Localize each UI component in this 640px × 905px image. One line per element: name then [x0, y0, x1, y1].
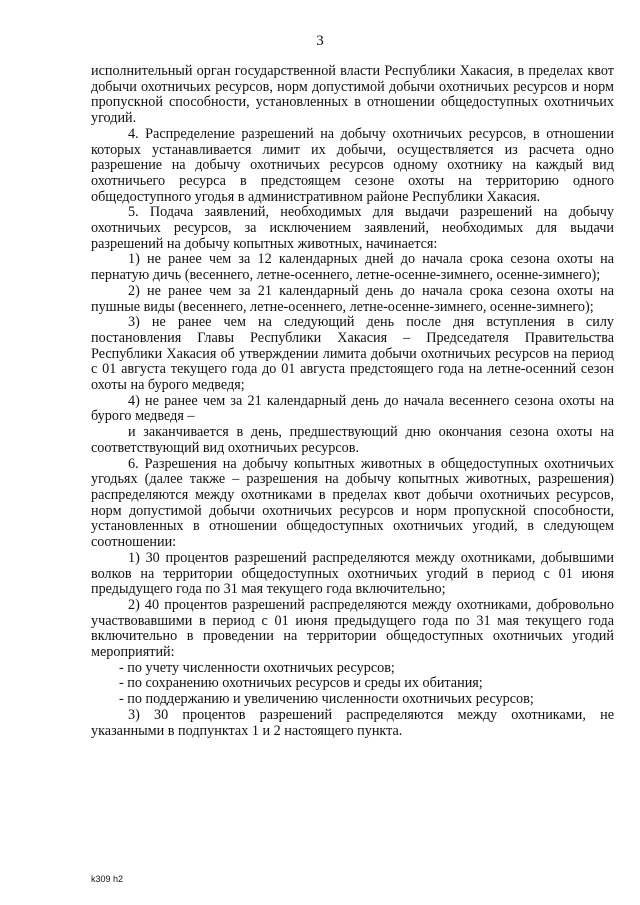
paragraph-item-6: 6. Разрешения на добычу копытных животных в общедоступных охотничьих угодьях (далее также – разрешения на добычу копытных животных, разрешения) распределяются между охотниками в пределах квот добычи охотничьих ресурсов, норм допустимой добычи охотничьих ресурсов и норм пропускной способности, установленных в отношении общедоступных охотничьих угодий, в следующем соотношении: [91, 455, 614, 551]
subitem-5-4: 4) не ранее чем за 21 календарный день до начала весеннего сезона охоты на бурого медведя – [91, 392, 614, 425]
subitem-6-1: 1) 30 процентов разрешений распределяются между охотниками, добывшими волков на территории общедоступных охотничьих угодий в период с 01 июня предыдущего года по 31 мая текущего года включительно; [91, 549, 614, 598]
list-item-population-support: - по поддержанию и увеличению численности охотничьих ресурсов; [119, 691, 534, 708]
list-item-accounting: - по учету численности охотничьих ресурсов; [119, 659, 395, 676]
paragraph-continuation: исполнительный орган государственной власти Республики Хакасия, в пределах квот добычи охотничьих ресурсов, норм допустимой добычи охотничьих ресурсов и норм пропускной способности, установленных в отношении общедоступных охотничьих угодий. [91, 63, 614, 127]
subitem-5-1: 1) не ранее чем за 12 календарных дней до начала срока сезона охоты на пернатую дичь (весеннего, летне-осеннего, летне-осенне-зимнего, осенне-зимнего); [91, 251, 614, 284]
footer-document-code: k309 h2 [91, 874, 124, 884]
subitem-6-3: 3) 30 процентов разрешений распределяются между охотниками, не указанными в подпунктах 1 и 2 настоящего пункта. [91, 706, 614, 739]
document-body [91, 64, 614, 739]
list-item-conservation: - по сохранению охотничьих ресурсов и среды их обитания; [119, 675, 483, 692]
subitem-6-2: 2) 40 процентов разрешений распределяются между охотниками, добровольно участвовавшими в период с 01 июня предыдущего года по 31 мая текущего года включительно в проведении на территории общедоступных охотничьих угодий мероприятий: [91, 596, 614, 661]
subitem-5-2: 2) не ранее чем за 21 календарный день до начала срока сезона охоты на пушные виды (весеннего, летне-осеннего, летне-осенне-зимнего, осенне-зимнего); [91, 282, 614, 315]
paragraph-item-5: 5. Подача заявлений, необходимых для выдачи разрешений на добычу охотничьих ресурсов, за исключением заявлений, необходимых для выдачи разрешений на добычу копытных животных, начинается: [91, 204, 614, 252]
paragraph-item-4: 4. Распределение разрешений на добычу охотничьих ресурсов, в отношении которых устанавливается лимит их добычи, осуществляется из расчета одно разрешение на добычу охотничьих ресурсов одному охотнику на каждый вид охотничьего ресурса в предстоящем сезоне охоты на территорию одного общедоступного угодья в административном районе Республики Хакасия. [91, 125, 614, 205]
page-number: 3 [316, 33, 324, 49]
subitem-5-3: 3) не ранее чем на следующий день после дня вступления в силу постановления Главы Республики Хакасия – Председателя Правительства Республики Хакасия об утверждении лимита добычи охотничьих ресурсов на период с 01 августа текущего года до 01 августа предстоящего года на летне-осенний сезон охоты на бурого медведя; [91, 314, 614, 394]
paragraph-5-ending: и заканчивается в день, предшествующий дню окончания сезона охоты на соответствующий вид охотничьих ресурсов. [91, 424, 614, 456]
